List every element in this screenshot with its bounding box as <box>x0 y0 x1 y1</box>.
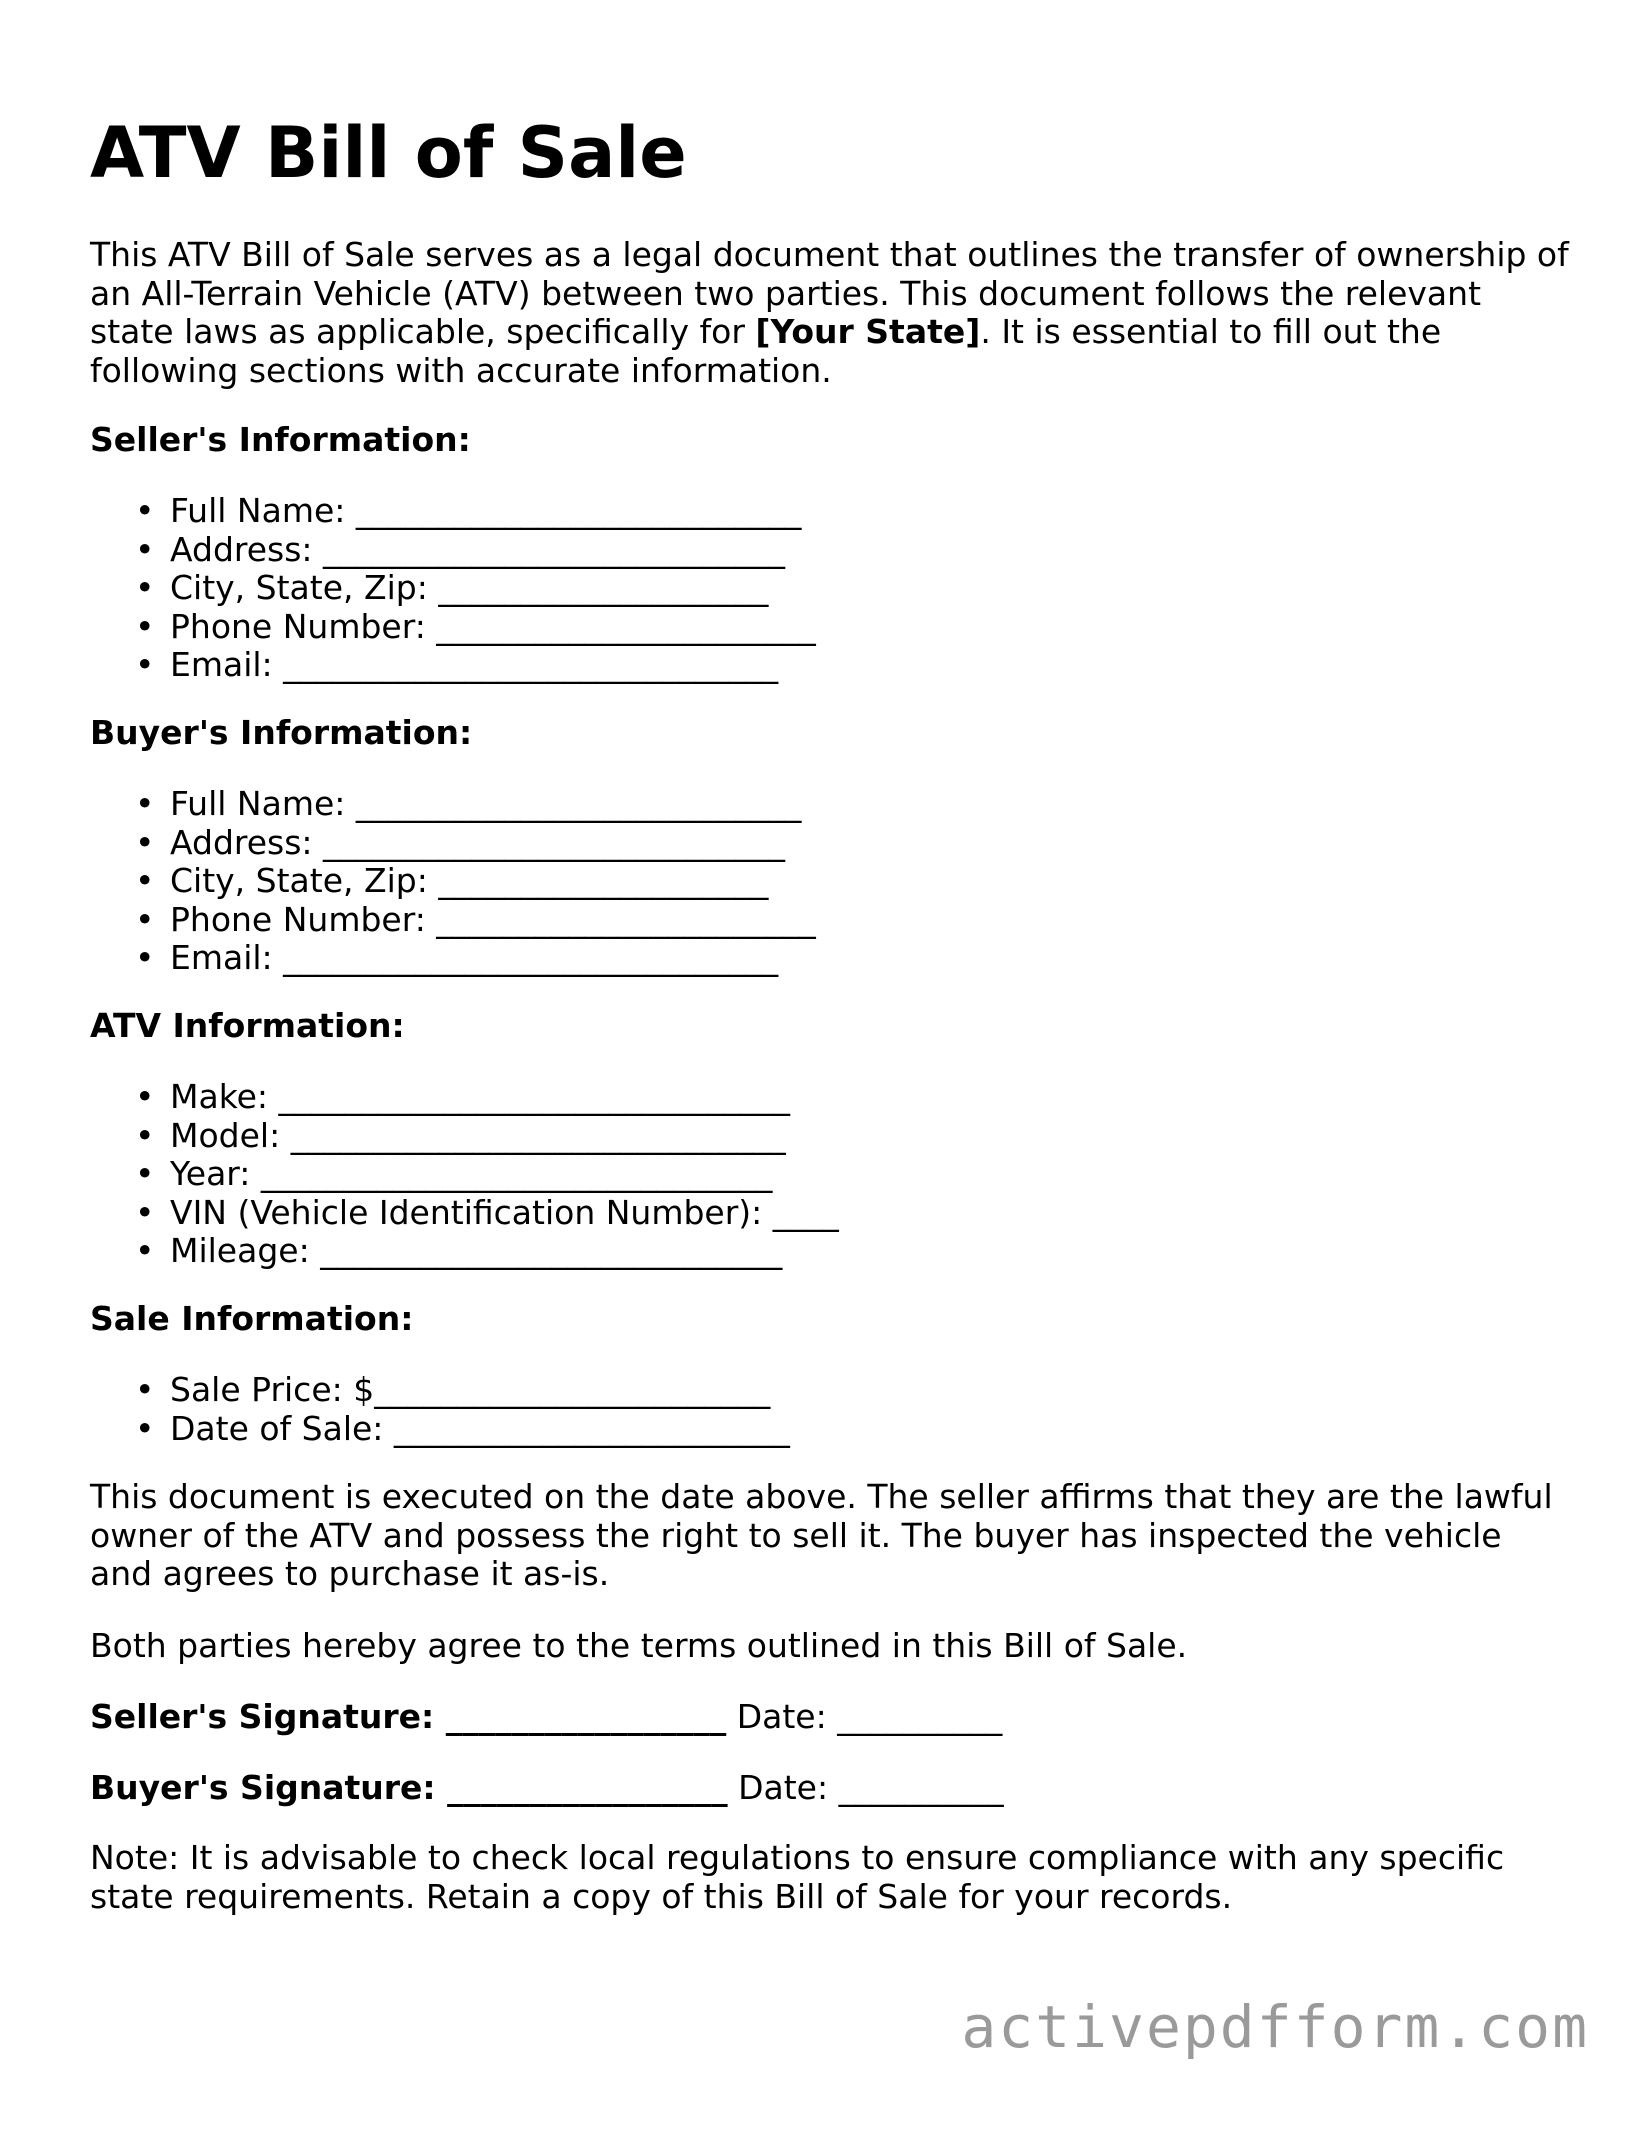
intro-text-end: . It is essential to fill out the following sections with accurate information. <box>90 312 1442 390</box>
note-paragraph: Note: It is advisable to check local regulations to ensure compliance with any specific state requirements. Retain a copy of this Bill of Sale for your records. <box>90 1838 1505 1916</box>
intro-text-start: This ATV Bill of Sale serves as a legal document that outlines the transfer of ownership of an All-Terrain Vehicle (ATV) between two parties. This document follows the relevant state laws as applicable, specifically for <box>90 235 1569 351</box>
seller-email-field[interactable]: • Email: ______________________________ <box>135 645 779 684</box>
sale-heading: Sale Information: <box>90 1299 414 1338</box>
bullet-icon: • <box>135 861 155 900</box>
atv-vin-field[interactable]: • VIN (Vehicle Identification Number): ____ <box>135 1192 839 1232</box>
bullet-icon: • <box>135 1154 155 1193</box>
watermark-text: activepdfform.com <box>961 1993 1589 2061</box>
bullet-icon: • <box>135 899 155 939</box>
buyer-city-state-zip-field[interactable]: • City, State, Zip: ____________________ <box>135 861 769 900</box>
state-placeholder: [Your State] <box>755 312 981 351</box>
seller-full-name-field[interactable]: • Full Name: ___________________________ <box>135 491 802 530</box>
agreement-paragraph: Both parties hereby agree to the terms outlined in this Bill of Sale. <box>90 1626 1188 1665</box>
bullet-icon: • <box>135 1231 155 1270</box>
buyer-heading: Buyer's Information: <box>90 713 473 752</box>
bullet-icon: • <box>135 784 155 823</box>
bullet-icon: • <box>135 938 155 977</box>
atv-heading: ATV Information: <box>90 1006 405 1045</box>
intro-paragraph <box>90 236 1570 390</box>
atv-year-field[interactable]: • Year: _______________________________ <box>135 1154 773 1193</box>
buyer-signature-line[interactable] <box>90 1769 1004 1808</box>
bullet-icon: • <box>135 1115 155 1155</box>
seller-fields-list <box>90 492 816 685</box>
buyer-fields-list <box>90 785 816 978</box>
buyer-signature-label: Buyer's Signature: _________________ <box>90 1768 728 1807</box>
buyer-address-field[interactable]: • Address: ____________________________ <box>135 822 786 862</box>
buyer-signature-date: Date: __________ <box>727 1768 1004 1807</box>
buyer-email-field[interactable]: • Email: ______________________________ <box>135 938 779 977</box>
seller-signature-line[interactable] <box>90 1698 1002 1737</box>
buyer-full-name-field[interactable]: • Full Name: ___________________________ <box>135 784 802 823</box>
atv-model-field[interactable]: • Model: ______________________________ <box>135 1115 786 1155</box>
atv-mileage-field[interactable]: • Mileage: ____________________________ <box>135 1231 783 1270</box>
bullet-icon: • <box>135 491 155 530</box>
bullet-icon: • <box>135 822 155 862</box>
seller-address-field[interactable]: • Address: ____________________________ <box>135 529 786 569</box>
bullet-icon: • <box>135 1370 155 1409</box>
bullet-icon: • <box>135 645 155 684</box>
seller-signature-date: Date: __________ <box>726 1697 1003 1736</box>
buyer-phone-field[interactable]: • Phone Number: _______________________ <box>135 899 816 939</box>
bullet-icon: • <box>135 1192 155 1232</box>
sale-price-field[interactable]: • Sale Price: $________________________ <box>135 1370 771 1409</box>
bullet-icon: • <box>135 1408 155 1448</box>
document-title: ATV Bill of Sale <box>90 112 687 194</box>
atv-make-field[interactable]: • Make: _______________________________ <box>135 1077 791 1116</box>
bullet-icon: • <box>135 606 155 646</box>
seller-heading: Seller's Information: <box>90 420 471 459</box>
bullet-icon: • <box>135 568 155 607</box>
executed-paragraph: This document is executed on the date above. The seller affirms that they are the lawful owner of the ATV and possess the right to sell it. The buyer has inspected the vehicle and agrees to purchase it as-is. <box>90 1477 1553 1593</box>
bullet-icon: • <box>135 1077 155 1116</box>
seller-signature-label: Seller's Signature: _________________ <box>90 1697 727 1736</box>
seller-phone-field[interactable]: • Phone Number: _______________________ <box>135 606 816 646</box>
bullet-icon: • <box>135 529 155 569</box>
atv-fields-list <box>90 1078 839 1271</box>
sale-fields-list <box>90 1371 790 1448</box>
sale-date-field[interactable]: • Date of Sale: ________________________ <box>135 1408 790 1448</box>
seller-city-state-zip-field[interactable]: • City, State, Zip: ____________________ <box>135 568 769 607</box>
